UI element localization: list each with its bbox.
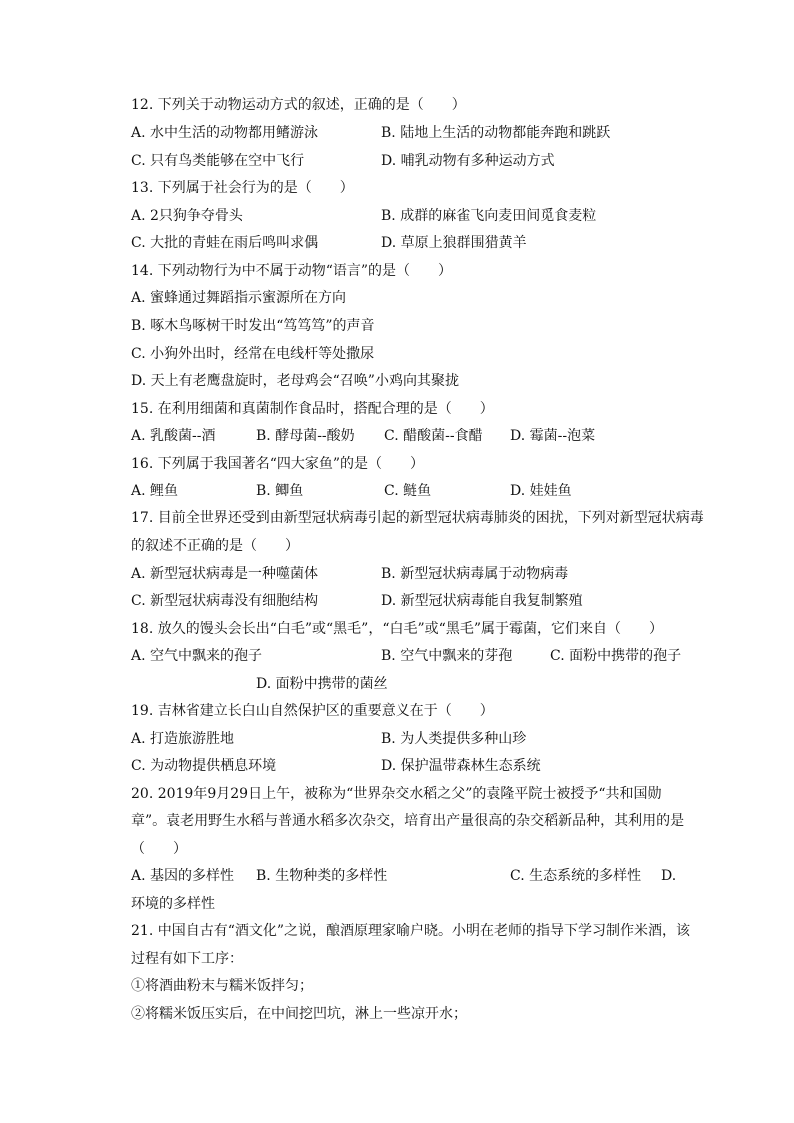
question-21-stem-line-1: 21. 中国自古有“酒文化”之说，酿酒原理家喻户晓。小明在老师的指导下学习制作米酒，该 (131, 923, 691, 939)
question-19-option-b: B. 为人类提供多种山珍 (381, 731, 527, 747)
question-14-option-a: A. 蜜蜂通过舞蹈指示蜜源所在方向 (131, 290, 347, 306)
question-21-step-2: ②将糯米饭压实后，在中间挖凹坑，淋上一些凉开水； (131, 1006, 467, 1022)
question-18-option-b: B. 空气中飘来的芽孢 (381, 648, 513, 664)
question-19-stem: 19. 吉林省建立长白山自然保护区的重要意义在于（ ） (131, 703, 494, 719)
question-15-option-a: A. 乳酸菌--酒 (131, 428, 216, 444)
question-17-option-b: B. 新型冠状病毒属于动物病毒 (381, 566, 569, 582)
question-17-option-d: D. 新型冠状病毒能自我复制繁殖 (381, 593, 583, 609)
question-16-option-b: B. 鲫鱼 (256, 483, 304, 499)
question-18-option-a: A. 空气中飘来的孢子 (131, 648, 263, 664)
question-16-option-c: C. 鲢鱼 (384, 483, 432, 499)
question-17-stem-line-2: 的叙述不正确的是（ ） (131, 538, 299, 554)
question-21-stem-line-2: 过程有如下工序： (131, 951, 243, 967)
question-21-step-1: ①将酒曲粉末与糯米饭拌匀； (131, 978, 313, 994)
question-13-option-b: B. 成群的麻雀飞向麦田间觅食麦粒 (381, 208, 597, 224)
question-16-option-d: D. 娃娃鱼 (510, 483, 572, 499)
question-20-option-d: D. (661, 868, 677, 884)
question-19-option-a: A. 打造旅游胜地 (131, 731, 235, 747)
question-12-option-c: C. 只有鸟类能够在空中飞行 (131, 153, 305, 169)
question-16-stem: 16. 下列属于我国著名“四大家鱼”的是（ ） (131, 456, 425, 472)
question-19-option-c: C. 为动物提供栖息环境 (131, 758, 277, 774)
question-20-stem-line-3: （ ） (131, 841, 187, 857)
question-17-option-a: A. 新型冠状病毒是一种噬菌体 (131, 566, 319, 582)
question-19-option-d: D. 保护温带森林生态系统 (381, 758, 541, 774)
question-18-option-c: C. 面粉中携带的孢子 (550, 648, 682, 664)
question-20-option-a: A. 基因的多样性 (131, 868, 235, 884)
question-13-option-c: C. 大批的青蛙在雨后鸣叫求偶 (131, 235, 319, 251)
question-15-option-d: D. 霉菌--泡菜 (510, 428, 596, 444)
question-12-stem: 12. 下列关于动物运动方式的叙述，正确的是（ ） (131, 97, 466, 113)
question-14-option-d: D. 天上有老鹰盘旋时，老母鸡会“召唤”小鸡向其聚拢 (131, 373, 459, 389)
question-13-stem: 13. 下列属于社会行为的是（ ） (131, 180, 354, 196)
question-12-option-d: D. 哺乳动物有多种运动方式 (381, 153, 555, 169)
question-15-stem: 15. 在利用细菌和真菌制作食品时，搭配合理的是（ ） (131, 401, 494, 417)
question-14-stem: 14. 下列动物行为中不属于动物“语言”的是（ ） (131, 263, 453, 279)
question-13-option-d: D. 草原上狼群围猎黄羊 (381, 235, 527, 251)
question-20-option-c: C. 生态系统的多样性 (510, 868, 642, 884)
question-14-option-b: B. 啄木鸟啄树干时发出“笃笃笃”的声音 (131, 318, 375, 334)
question-17-option-c: C. 新型冠状病毒没有细胞结构 (131, 593, 319, 609)
question-15-option-b: B. 酵母菌--酸奶 (256, 428, 355, 444)
question-20-option-b: B. 生物种类的多样性 (256, 868, 388, 884)
question-12-option-a: A. 水中生活的动物都用鳍游泳 (131, 125, 319, 141)
question-20-stem-line-2: 章”。袁老用野生水稻与普通水稻多次杂交，培育出产量很高的杂交稻新品种，其利用的是 (131, 813, 685, 829)
question-20-option-d-text: 环境的多样性 (131, 896, 215, 912)
question-16-option-a: A. 鲤鱼 (131, 483, 179, 499)
question-13-option-a: A. 2只狗争夺骨头 (131, 208, 243, 224)
question-12-option-b: B. 陆地上生活的动物都能奔跑和跳跃 (381, 125, 611, 141)
question-15-option-c: C. 醋酸菌--食醋 (384, 428, 483, 444)
question-17-stem-line-1: 17. 目前全世界还受到由新型冠状病毒引起的新型冠状病毒肺炎的困扰，下列对新型冠状病毒 (131, 510, 704, 526)
question-18-stem: 18. 放久的馒头会长出“白毛”或“黑毛”，“白毛”或“黑毛”属于霉菌，它们来自（ ） (131, 621, 663, 637)
question-20-stem-line-1: 20. 2019年9月29日上午，被称为“世界杂交水稻之父”的袁隆平院士被授予“共和国勋 (131, 786, 662, 802)
question-14-option-c: C. 小狗外出时，经常在电线杆等处撒尿 (131, 346, 375, 362)
question-18-option-d: D. 面粉中携带的菌丝 (256, 676, 388, 692)
